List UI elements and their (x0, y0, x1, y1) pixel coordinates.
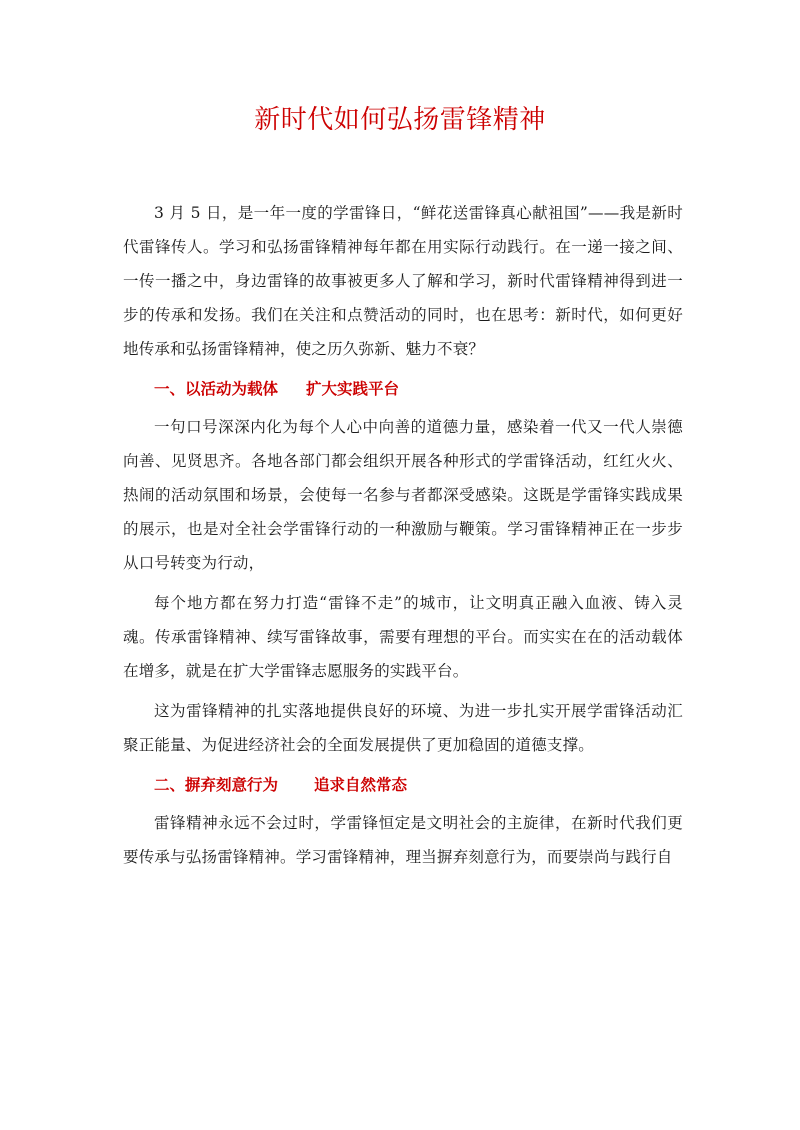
section-heading-2 (123, 768, 683, 806)
section-2-paragraph-1: 雷锋精神永远不会过时，学雷锋恒定是文明社会的主旋律，在新时代我们更要传承与弘扬雷锋精神。学习雷锋精神，理当摒弃刻意行为，而要崇尚与践行自 (123, 814, 683, 866)
section-heading-2-part2: 追求自然常态 (314, 776, 408, 794)
document-title: 新时代如何弘扬雷锋精神 (254, 105, 546, 135)
section-1-paragraph-1: 一句口号深深内化为每个人心中向善的道德力量，感染着一代又一代人崇德向善、见贤思齐。各地各部门都会组织开展各种形式的学雷锋活动，红红火火、热闹的活动氛围和场景，会使每一名参与者都深受感染。这既是学雷锋实践成果的展示，也是对全社会学雷锋行动的一种激励与鞭策。学习雷锋精神正在一步步从口号转变为行动， (123, 418, 683, 572)
document-body (123, 196, 683, 874)
section-heading-2-part1: 二、摒弃刻意行为 (154, 776, 279, 794)
section-heading-1-part1: 一、以活动为载体 (154, 380, 279, 398)
section-heading-1 (123, 372, 683, 410)
section-1-paragraph-2: 每个地方都在努力打造“雷锋不走”的城市，让文明真正融入血液、铸入灵魂。传承雷锋精神、续写雷锋故事，需要有理想的平台。而实实在在的活动载体在增多，就是在扩大学雷锋志愿服务的实践平台。 (123, 594, 683, 680)
section-heading-1-part2: 扩大实践平台 (306, 380, 400, 398)
section-1-paragraph-3: 这为雷锋精神的扎实落地提供良好的环境、为进一步扎实开展学雷锋活动汇聚正能量、为促进经济社会的全面发展提供了更加稳固的道德支撑。 (123, 702, 683, 754)
intro-paragraph: 3 月 5 日，是一年一度的学雷锋日，“鲜花送雷锋真心献祖国”——我是新时代雷锋传人。学习和弘扬雷锋精神每年都在用实际行动践行。在一递一接之间、一传一播之中，身边雷锋的故事被更多人了解和学习，新时代雷锋精神得到进一步的传承和发扬。我们在关注和点赞活动的同时，也在思考：新时代，如何更好地传承和弘扬雷锋精神，使之历久弥新、魅力不衰？ (123, 204, 683, 358)
